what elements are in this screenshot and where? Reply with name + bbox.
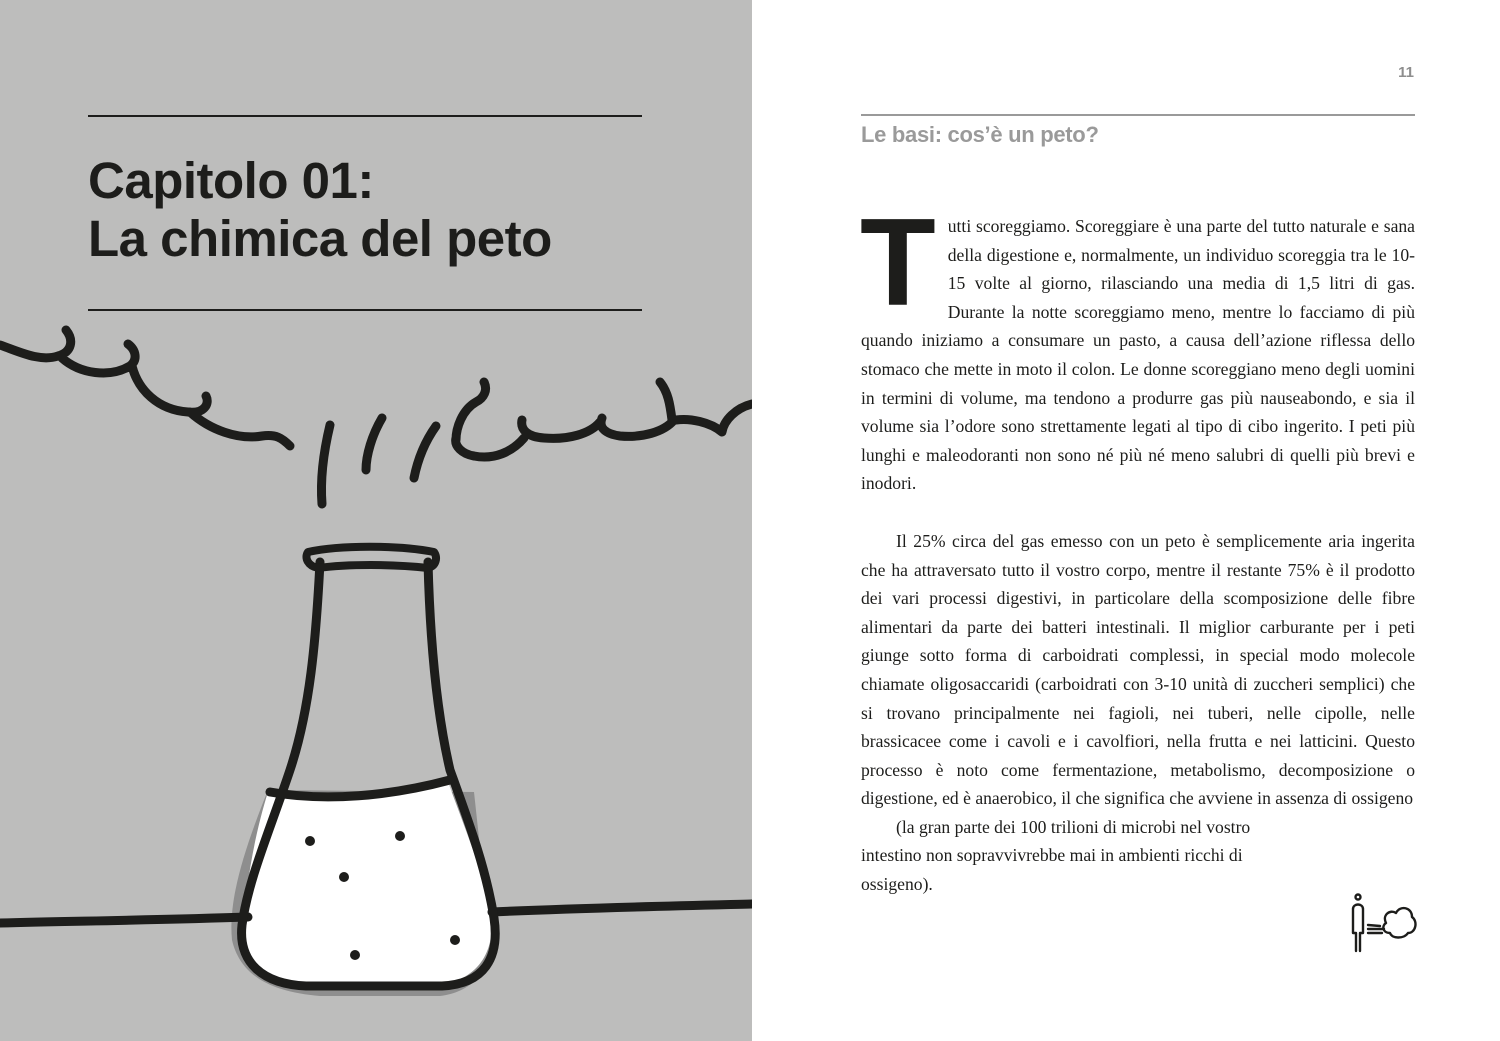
right-page (752, 0, 1500, 1041)
paragraph-2-text-end: (la gran parte dei 100 trilioni di microbi nel vostro intestino non sopravvivrebbe mai in ambienti ricchi di ossigeno). (861, 816, 1251, 895)
vapor-lines-icon (321, 418, 436, 504)
paragraph-2-text: Il 25% circa del gas emesso con un peto è semplicemente aria ingerita che ha attraversato tutto il vostro corpo, mentre il restante 75% è il prodotto dei vari processi digestivi, in particolare della scomposizione delle fibre alimentari da parte dei batteri intestinali. Il miglior carburante per i peti giunge sotto forma di carboidrati complessi, in special modo molecole chiamate oligosaccaridi (carboidrati con 3-10 unità di zuccheri semplici) che si trovano principalmente nei fagioli, nei tuberi, nelle cipolle, nelle brassicacee come i cavoli e i cavolfiori, nella frutta e nei latticini. Questo processo è noto come fermentazione, metabolismo, decomposizione o digestione, ed è anaerobico, il che significa che avviene in assenza di ossigeno (861, 530, 1415, 809)
paragraph-1 (860, 194, 1415, 498)
body-text (860, 194, 1415, 899)
paragraph-2 (861, 527, 1415, 899)
section-title: Le basi: cos’è un peto? (861, 122, 1099, 147)
paragraph-1-text: utti scoreggiamo. Scoreggiare è una parte del tutto naturale e sana della digestione e, normalmente, un individuo scoreggia tra le 10-15 volte al giorno, rilasciando una media di 1,5 litri di gas. Durante la notte scoreggiamo meno, mentre lo facciamo di più quando iniziamo a consumare un pasto, a causa dell’azione riflessa dello stomaco che mette in moto il colon. Le donne scoreggiano meno degli uomini in termini di volume, ma tendono a produrre gas più nauseabondo, e sia il volume sia l’odore sono strettamente legati al tipo di cibo ingerito. I peti più lunghi e maleodoranti non sono né più né meno salubri di quelli più brevi e inodori. (861, 216, 1415, 494)
farting-person-icon (1346, 893, 1418, 955)
flask-liquid (244, 782, 492, 986)
flask-neck-rim (306, 547, 436, 568)
dropcap: T (860, 194, 936, 332)
page-number: 11 (1398, 64, 1414, 81)
chapter-title-line2: La chimica del peto (88, 210, 552, 267)
chapter-title-line1: Capitolo 01: (88, 152, 374, 209)
section-rule (861, 114, 1415, 116)
